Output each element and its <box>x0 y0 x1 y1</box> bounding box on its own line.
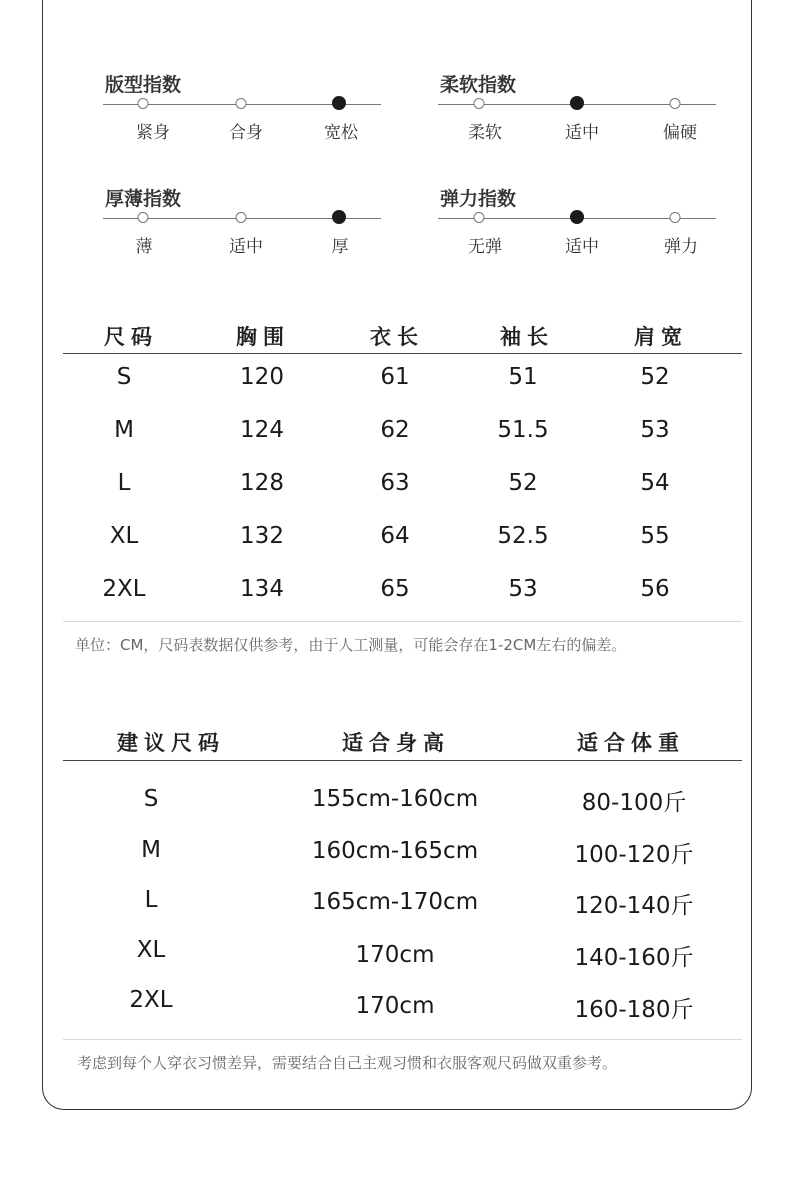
table-row: 132 <box>240 523 284 549</box>
table-row: 160-180斤 <box>574 997 694 1023</box>
softness-index-label-1: 适中 <box>565 123 599 143</box>
softness-index-label-0: 柔软 <box>468 123 502 143</box>
size-table-header-shoulder: 肩宽 <box>634 325 688 349</box>
fit-index-label-0: 紧身 <box>136 123 170 143</box>
recommend-table-header-height: 适合身高 <box>342 731 450 755</box>
table-row: 100-120斤 <box>574 842 694 868</box>
table-row: 120-140斤 <box>574 893 694 919</box>
fit-index-dot-1 <box>236 98 247 109</box>
softness-index-dot-1 <box>570 96 584 110</box>
elasticity-index-dot-2 <box>670 212 681 223</box>
recommend-table-header-rule <box>63 760 742 761</box>
size-table-header-sleeve: 袖长 <box>500 325 554 349</box>
fit-index-dot-0 <box>138 98 149 109</box>
table-row: XL <box>136 937 166 963</box>
table-row: 134 <box>240 576 284 602</box>
softness-index <box>438 70 718 143</box>
table-row: XL <box>109 523 139 549</box>
thickness-index-dot-2 <box>332 210 346 224</box>
elasticity-index-title: 弹力指数 <box>440 188 517 210</box>
table-row: 64 <box>380 523 410 549</box>
table-row: M <box>114 417 134 443</box>
table-row: 80-100斤 <box>581 790 687 816</box>
recommend-table-bottom-rule <box>63 1039 742 1040</box>
table-row: 2XL <box>129 987 173 1013</box>
table-row: 62 <box>380 417 410 443</box>
table-row: 170cm <box>355 993 435 1019</box>
size-table-note: 单位：CM，尺码表数据仅供参考，由于人工测量，可能会存在1-2CM左右的偏差。 <box>75 636 627 654</box>
table-row: S <box>143 786 159 812</box>
table-row: 2XL <box>102 576 146 602</box>
table-row: 160cm-165cm <box>311 838 479 864</box>
table-row: 51 <box>508 364 538 390</box>
table-row: 124 <box>240 417 284 443</box>
table-row: S <box>116 364 132 390</box>
table-row: L <box>144 887 158 913</box>
softness-index-title: 柔软指数 <box>440 74 517 96</box>
table-row: 65 <box>380 576 410 602</box>
softness-index-label-2: 偏硬 <box>663 123 697 143</box>
thickness-index-dot-0 <box>138 212 149 223</box>
elasticity-index-label-2: 弹力 <box>664 237 698 257</box>
fit-index-dot-2 <box>332 96 346 110</box>
thickness-index-label-0: 薄 <box>135 237 153 257</box>
size-table-header-rule <box>63 353 742 354</box>
elasticity-index-label-0: 无弹 <box>468 237 502 257</box>
thickness-index-label-1: 适中 <box>229 237 263 257</box>
table-row: 52 <box>640 364 670 390</box>
table-row: 54 <box>640 470 670 496</box>
table-row: 165cm-170cm <box>311 889 479 915</box>
elasticity-index-label-1: 适中 <box>565 237 599 257</box>
table-row: 52.5 <box>497 523 549 549</box>
recommend-table-header-size: 建议尺码 <box>117 731 225 755</box>
elasticity-index-dot-0 <box>474 212 485 223</box>
softness-index-dot-2 <box>670 98 681 109</box>
thickness-index-label-2: 厚 <box>331 237 349 257</box>
size-table-bottom-rule <box>63 621 742 622</box>
table-row: L <box>117 470 131 496</box>
table-row: M <box>141 837 161 863</box>
table-row: 53 <box>640 417 670 443</box>
table-row: 52 <box>508 470 538 496</box>
thickness-index <box>103 184 383 257</box>
table-row: 51.5 <box>497 417 549 443</box>
thickness-index-dot-1 <box>236 212 247 223</box>
table-row: 55 <box>640 523 670 549</box>
size-table-header-size: 尺码 <box>104 325 158 349</box>
fit-index <box>103 70 383 143</box>
table-row: 120 <box>240 364 284 390</box>
table-row: 63 <box>380 470 410 496</box>
table-row: 128 <box>240 470 284 496</box>
table-row: 56 <box>640 576 670 602</box>
table-row: 53 <box>508 576 538 602</box>
size-table-header-length: 衣长 <box>370 325 424 349</box>
table-row: 140-160斤 <box>574 945 694 971</box>
table-row: 170cm <box>355 942 435 968</box>
fit-index-label-1: 合身 <box>229 123 263 143</box>
table-row: 61 <box>380 364 410 390</box>
recommend-table-note: 考虑到每个人穿衣习惯差异，需要结合自己主观习惯和衣服客观尺码做双重参考。 <box>77 1054 618 1072</box>
thickness-index-title: 厚薄指数 <box>105 188 182 210</box>
fit-index-title: 版型指数 <box>105 74 182 96</box>
table-row: 155cm-160cm <box>311 786 479 812</box>
size-table-header-chest: 胸围 <box>236 325 290 349</box>
elasticity-index <box>438 184 718 257</box>
recommend-table-header-weight: 适合体重 <box>577 731 685 755</box>
elasticity-index-dot-1 <box>570 210 584 224</box>
softness-index-dot-0 <box>474 98 485 109</box>
fit-index-label-2: 宽松 <box>324 123 358 143</box>
